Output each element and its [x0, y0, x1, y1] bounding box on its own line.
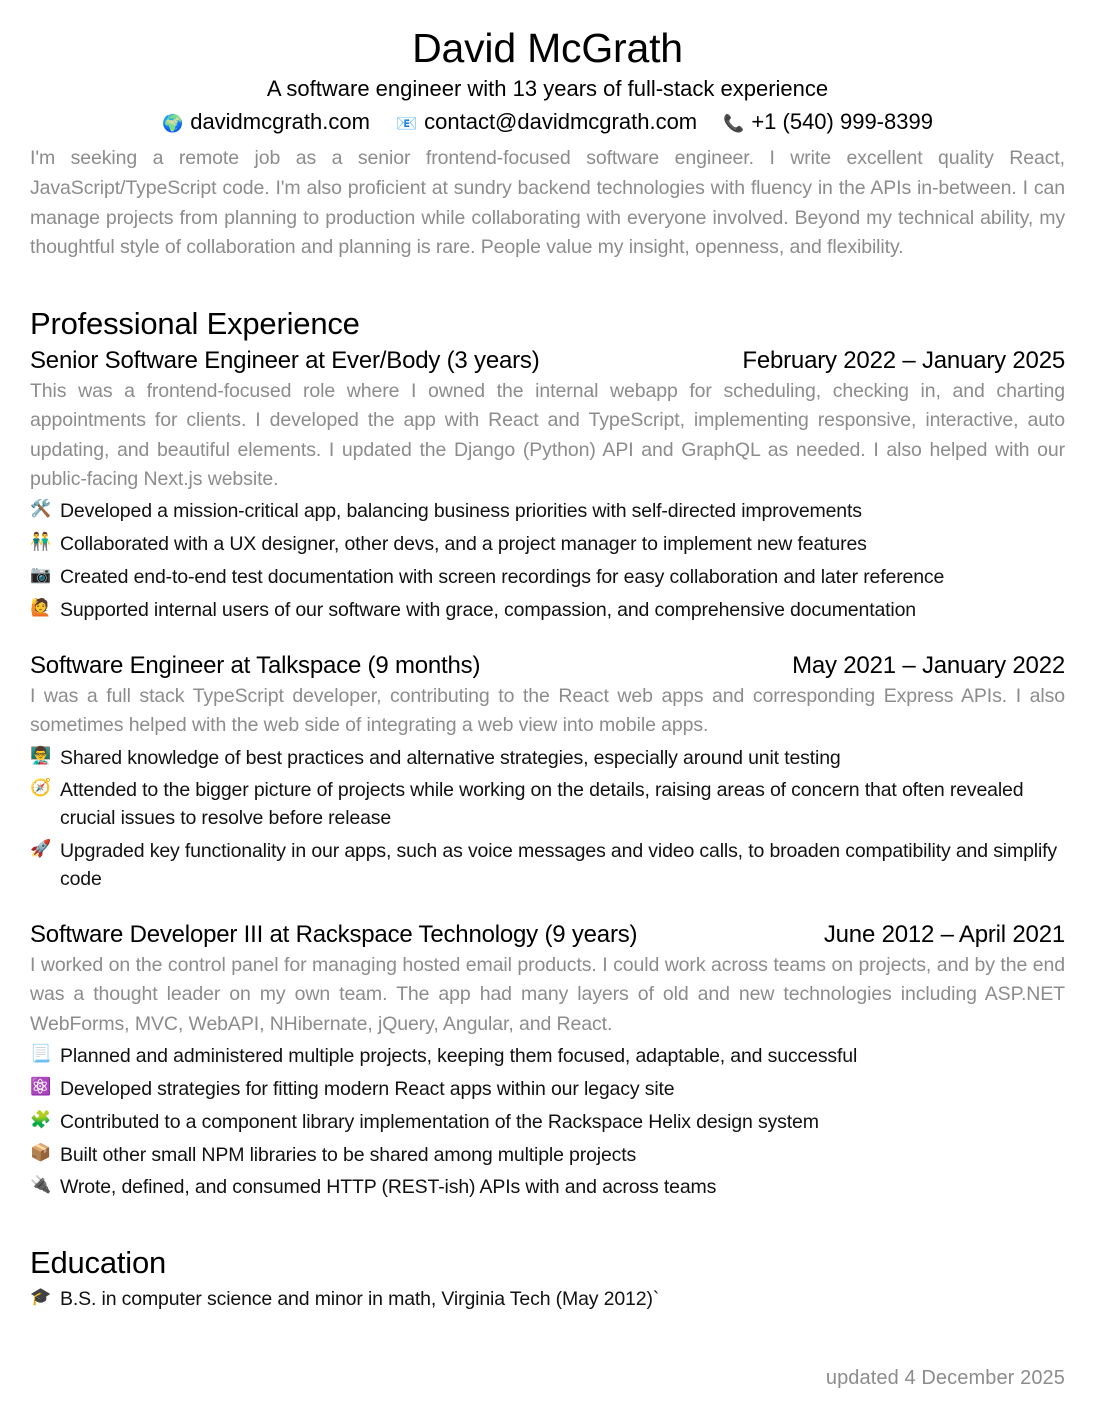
experience-entry-header: [30, 347, 1065, 375]
email-icon: 📧: [395, 114, 418, 135]
job-description: I was a full stack TypeScript developer, contributing to the React web apps and corresponding Express APIs. I also sometimes helped with the web side of integrating a web view into mobile apps.: [30, 685, 1065, 737]
list-item-text: Upgraded key functionality in our apps, such as voice messages and video calls, to broaden compatibility and simplify code: [60, 840, 1057, 891]
experience-entry: [30, 347, 1065, 625]
list-item: [30, 745, 1065, 773]
list-item-text: Built other small NPM libraries to be shared among multiple projects: [60, 1143, 637, 1166]
tagline: A software engineer with 13 years of full-stack experience: [266, 75, 829, 101]
job-bullet-list: [30, 1043, 1065, 1202]
list-item-text: Wrote, defined, and consumed HTTP (REST-ish) APIs with and across teams: [60, 1176, 717, 1199]
list-item: [30, 1043, 1065, 1071]
list-item-text: Shared knowledge of best practices and alternative strategies, especially around unit testing: [60, 746, 841, 769]
list-item-text: Developed strategies for fitting modern React apps within our legacy site: [60, 1077, 675, 1100]
list-item: [30, 1142, 1065, 1170]
contact-website-label: davidmcgrath.com: [190, 109, 370, 135]
list-item-text: Planned and administered multiple projects, keeping them focused, adaptable, and successful: [60, 1044, 858, 1067]
page-with-curl-icon: 📃: [30, 1043, 52, 1064]
experience-entry-header: [30, 921, 1065, 949]
list-item: [30, 777, 1065, 833]
list-item-text: Attended to the bigger picture of projects while working on the details, raising areas of concern that often revealed crucial issues to resolve before release: [60, 779, 1024, 830]
list-item: [30, 1076, 1065, 1104]
list-item: [30, 838, 1065, 894]
list-item: [30, 498, 1065, 526]
section-heading-education: Education: [30, 1245, 167, 1281]
package-icon: 📦: [30, 1142, 52, 1163]
job-dates: May 2021 – January 2022: [792, 651, 1065, 679]
list-item-text: Supported internal users of our software with grace, compassion, and comprehensive documentation: [60, 598, 916, 621]
job-bullet-list: [30, 498, 1065, 625]
puzzle-piece-icon: 🧩: [30, 1109, 52, 1130]
job-title: Software Developer III at Rackspace Technology (9 years): [30, 920, 638, 948]
job-description: This was a frontend-focused role where I owned the internal webapp for scheduling, checking in, and charting appointments for clients. I developed the app with React and TypeScript, implementing responsive, interactive, auto updating, and beautiful elements. I updated the Django (Python) API and GraphQL as needed. I also helped with our public-facing Next.js website.: [30, 380, 1065, 490]
graduation-cap-icon: 🎓: [30, 1287, 52, 1308]
job-dates: February 2022 – January 2025: [742, 346, 1065, 374]
list-item: [30, 1174, 1065, 1202]
experience-entry: [30, 652, 1065, 894]
atom-symbol-icon: ⚛️: [30, 1076, 52, 1097]
hammer-and-wrench-icon: 🛠️: [30, 499, 52, 520]
camera-icon: 📷: [30, 564, 52, 585]
list-item: [30, 1109, 1065, 1137]
page-title: David McGrath: [412, 25, 683, 71]
contact-website[interactable]: [162, 109, 370, 135]
section-heading-experience: Professional Experience: [30, 305, 360, 341]
compass-icon: 🧭: [30, 778, 52, 799]
list-item-text: Developed a mission-critical app, balancing business priorities with self-directed improvements: [60, 500, 862, 523]
contact-phone-label: +1 (540) 999-8399: [751, 109, 933, 135]
list-item-text: Contributed to a component library implementation of the Rackspace Helix design system: [60, 1110, 819, 1133]
list-item: [30, 597, 1065, 625]
list-item: [30, 1286, 1065, 1314]
footer-updated: updated 4 December 2025: [825, 1367, 1065, 1389]
contact-email-label: contact@davidmcgrath.com: [424, 109, 698, 135]
list-item: [30, 564, 1065, 592]
education-list: [30, 1286, 1065, 1314]
contact-row: [30, 109, 1065, 135]
phone-icon: 📞: [723, 114, 745, 135]
two-people-icon: 👬: [30, 532, 52, 553]
experience-entry-header: [30, 652, 1065, 680]
list-item-text: B.S. in computer science and minor in math, Virginia Tech (May 2012)`: [60, 1288, 660, 1311]
globe-icon: 🌍: [162, 114, 184, 135]
rocket-icon: 🚀: [30, 839, 52, 860]
experience-entry: [30, 921, 1065, 1202]
list-item: [30, 531, 1065, 559]
electric-plug-icon: 🔌: [30, 1175, 52, 1196]
summary-paragraph: I'm seeking a remote job as a senior frontend-focused software engineer. I write excellent quality React, JavaScript/TypeScript code. I'm also proficient at sundry backend technologies with fluency in the APIs in-between. I can manage projects from planning to production while collaborating with everyone involved. Beyond my technical ability, my thoughtful style of collaboration and planning is rare. People value my insight, openness, and flexibility.: [30, 147, 1065, 259]
list-item-text: Created end-to-end test documentation with screen recordings for easy collaboration and later reference: [60, 565, 945, 588]
list-item-text: Collaborated with a UX designer, other devs, and a project manager to implement new features: [60, 533, 867, 556]
job-title: Software Engineer at Talkspace (9 months): [30, 651, 481, 679]
job-bullet-list: [30, 745, 1065, 894]
contact-email[interactable]: [396, 109, 697, 135]
person-raising-hand-icon: 🙋: [30, 597, 52, 618]
job-description: I worked on the control panel for managing hosted email products. I could work across teams on projects, and by the end was a thought leader on my own team. The app had many layers of old and new technologies including ASP.NET WebForms, MVC, WebAPI, NHibernate, jQuery, Angular, and React.: [30, 954, 1065, 1035]
teacher-icon: 👨‍🏫: [30, 745, 52, 766]
contact-phone[interactable]: [723, 109, 933, 135]
job-title: Senior Software Engineer at Ever/Body (3 years): [30, 346, 540, 374]
job-dates: June 2012 – April 2021: [823, 920, 1065, 948]
